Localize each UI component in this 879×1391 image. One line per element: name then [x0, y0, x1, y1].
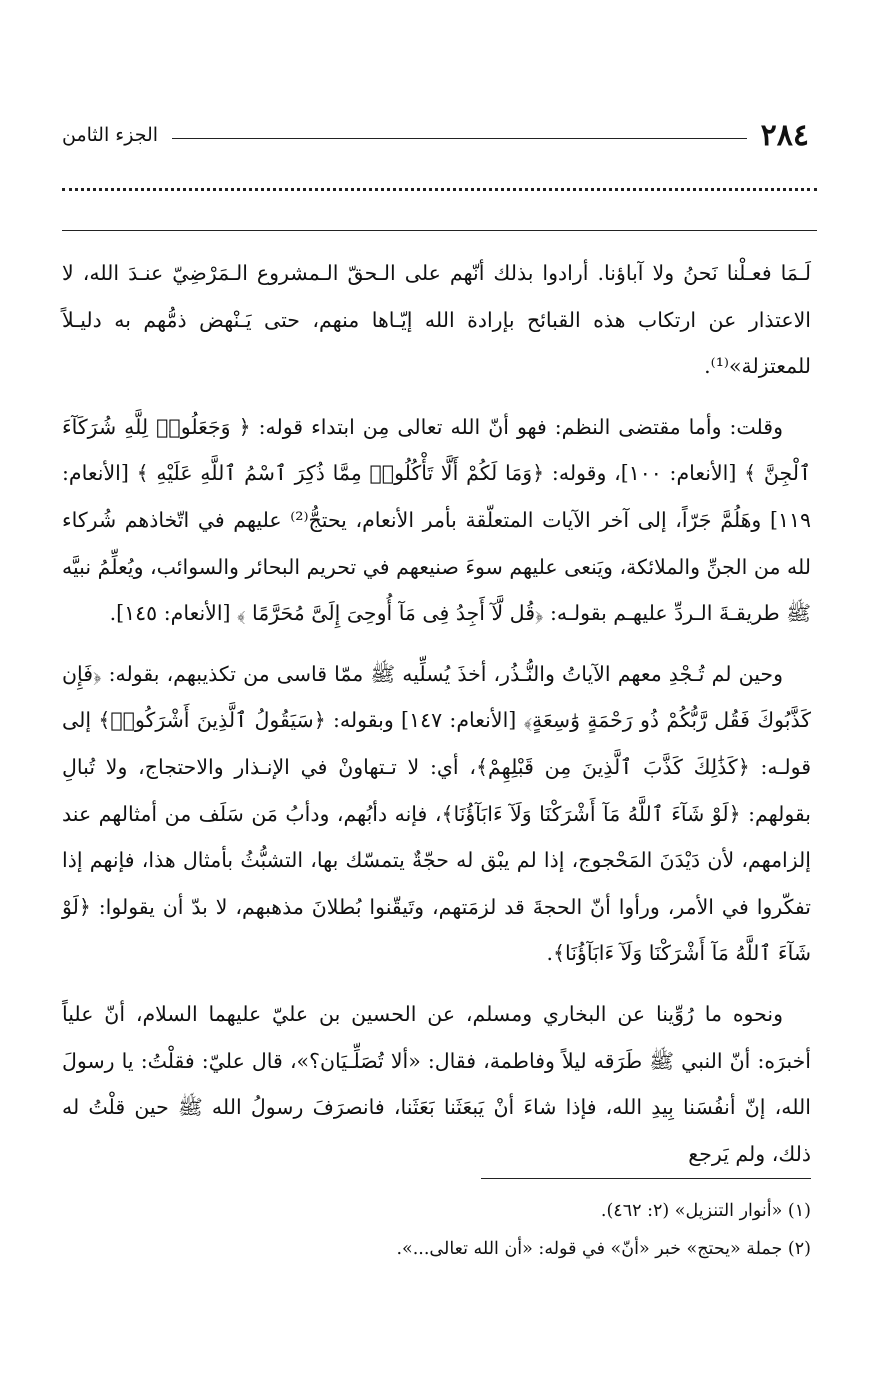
footnote-rule [481, 1178, 811, 1179]
footnotes [62, 1192, 811, 1268]
main-text [62, 250, 811, 1177]
header-rule [172, 138, 747, 139]
page-number: ٢٨٤ [760, 117, 809, 153]
footnote-2: (٢) جملة «يحتج» خبر «أنّ» في قوله: «أن الله تعالى...». [396, 1239, 811, 1259]
paragraph-1: لَـمَا فعـلْنا نَحنُ ولا آباؤنا. أرادوا بذلك أنّهم على الـحقّ الـمشروع الـمَرْضِيّ عنـدَ الله، لا الاعتذار عن ارتكاب هذه القبائح بإرادة الله إيّـاها منهم، حتى يَـنْهض ذمُّهم به دليـلاً للمعتزلة»⁽¹⁾. [62, 261, 811, 379]
dotted-separator [62, 188, 817, 191]
paragraph-2: وقلت: وأما مقتضى النظم: فهو أنّ الله تعالى مِن ابتداء قوله: ﴿ وَجَعَلُوا۟ لِلَّهِ شُرَكَآءَ ٱلْجِنَّ ﴾ [الأنعام: ١٠٠]، وقوله: ﴿وَمَا لَكُمْ أَلَّا تَأْكُلُوا۟ مِمَّا ذُكِرَ ٱسْمُ ٱللَّهِ عَلَيْهِ ﴾ [الأنعام: ١١٩] وهَلُمَّ جَرّاً، إلى آخر الآيات المتعلّقة بأمر الأنعام، يحتجُّ⁽²⁾ عليهم في اتّخاذهم شُركاء لله من الجنِّ والملائكة، ويَنعى عليهم سوءَ صنيعهم في تحريم البحائر والسوائب، ويُعلِّمُ نبيَّه ﷺ طريقـةَ الـردِّ عليهـم بقولـه: ﴿قُل لَّآ أَجِدُ فِى مَآ أُوحِىَ إِلَىَّ مُحَرَّمًا ﴾ [الأنعام: ١٤٥]. [62, 414, 812, 626]
page-header [62, 112, 809, 158]
footnote-1: (١) «أنوار التنزيل» (٢: ٤٦٢). [600, 1201, 811, 1221]
running-title: الجزء الثامن [62, 124, 159, 146]
paragraph-4: ونحوه ما رُوِّينا عن البخاري ومسلم، عن الحسين بن عليّ عليهما السلام، أنّ علياً أخبرَه: أنّ النبي ﷺ طَرَقه ليلاً وفاطمة، فقال: «ألا تُصَلِّـيَان؟»، قال عليّ: فقلْتُ: يا رسولَ الله، إنّ أنفُسَنا بِيدِ الله، فإذا شاءَ أنْ يَبعَثَنا بَعَثَنا، فانصرَفَ رسولُ الله ﷺ حين قلْتُ له ذلك، ولم يَرجع [62, 1001, 811, 1166]
paragraph-3: وحين لم تُـجْدِ معهم الآياتُ والنُّـذُر، أخذَ يُسلِّيه ﷺ ممّا قاسى من تكذيبهم، بقوله: ﴿فَإِن كَذَّبُوكَ فَقُل رَّبُّكُمْ ذُو رَحْمَةٍ وَٰسِعَةٍ﴾ [الأنعام: ١٤٧] وبقوله: ﴿سَيَقُولُ ٱلَّذِينَ أَشْرَكُوا۟﴾ إلى قولـه: ﴿كَذَٰلِكَ كَذَّبَ ٱلَّذِينَ مِن قَبْلِهِمْ﴾، أي: لا تـتهاونْ في الإنـذار والاحتجاج، ولا تُبالِ بقولهم: ﴿لَوْ شَآءَ ٱللَّهُ مَآ أَشْرَكْنَا وَلَآ ءَابَآؤُنَا﴾، فإنه دأبُهم، ودأبُ مَن سَلَف من أمثالهم عند إلزامهم، لأن دَيْدَنَ المَحْجوج، إذا لم يبْق له حجّةٌ يتمسّك بها، التشبُّثُ بأمثال هذا، فإنهم إذا تفكّروا في الأمر، ورأوا أنّ الحجةَ قد لزمَتهم، وتَيقّنوا بُطلانَ مذهبهم، لا بدّ أن يقولوا: ﴿لَوْ شَآءَ ٱللَّهُ مَآ أَشْرَكْنَا وَلَآ ءَابَآؤُنَا﴾. [62, 661, 811, 966]
top-rule [62, 230, 817, 231]
